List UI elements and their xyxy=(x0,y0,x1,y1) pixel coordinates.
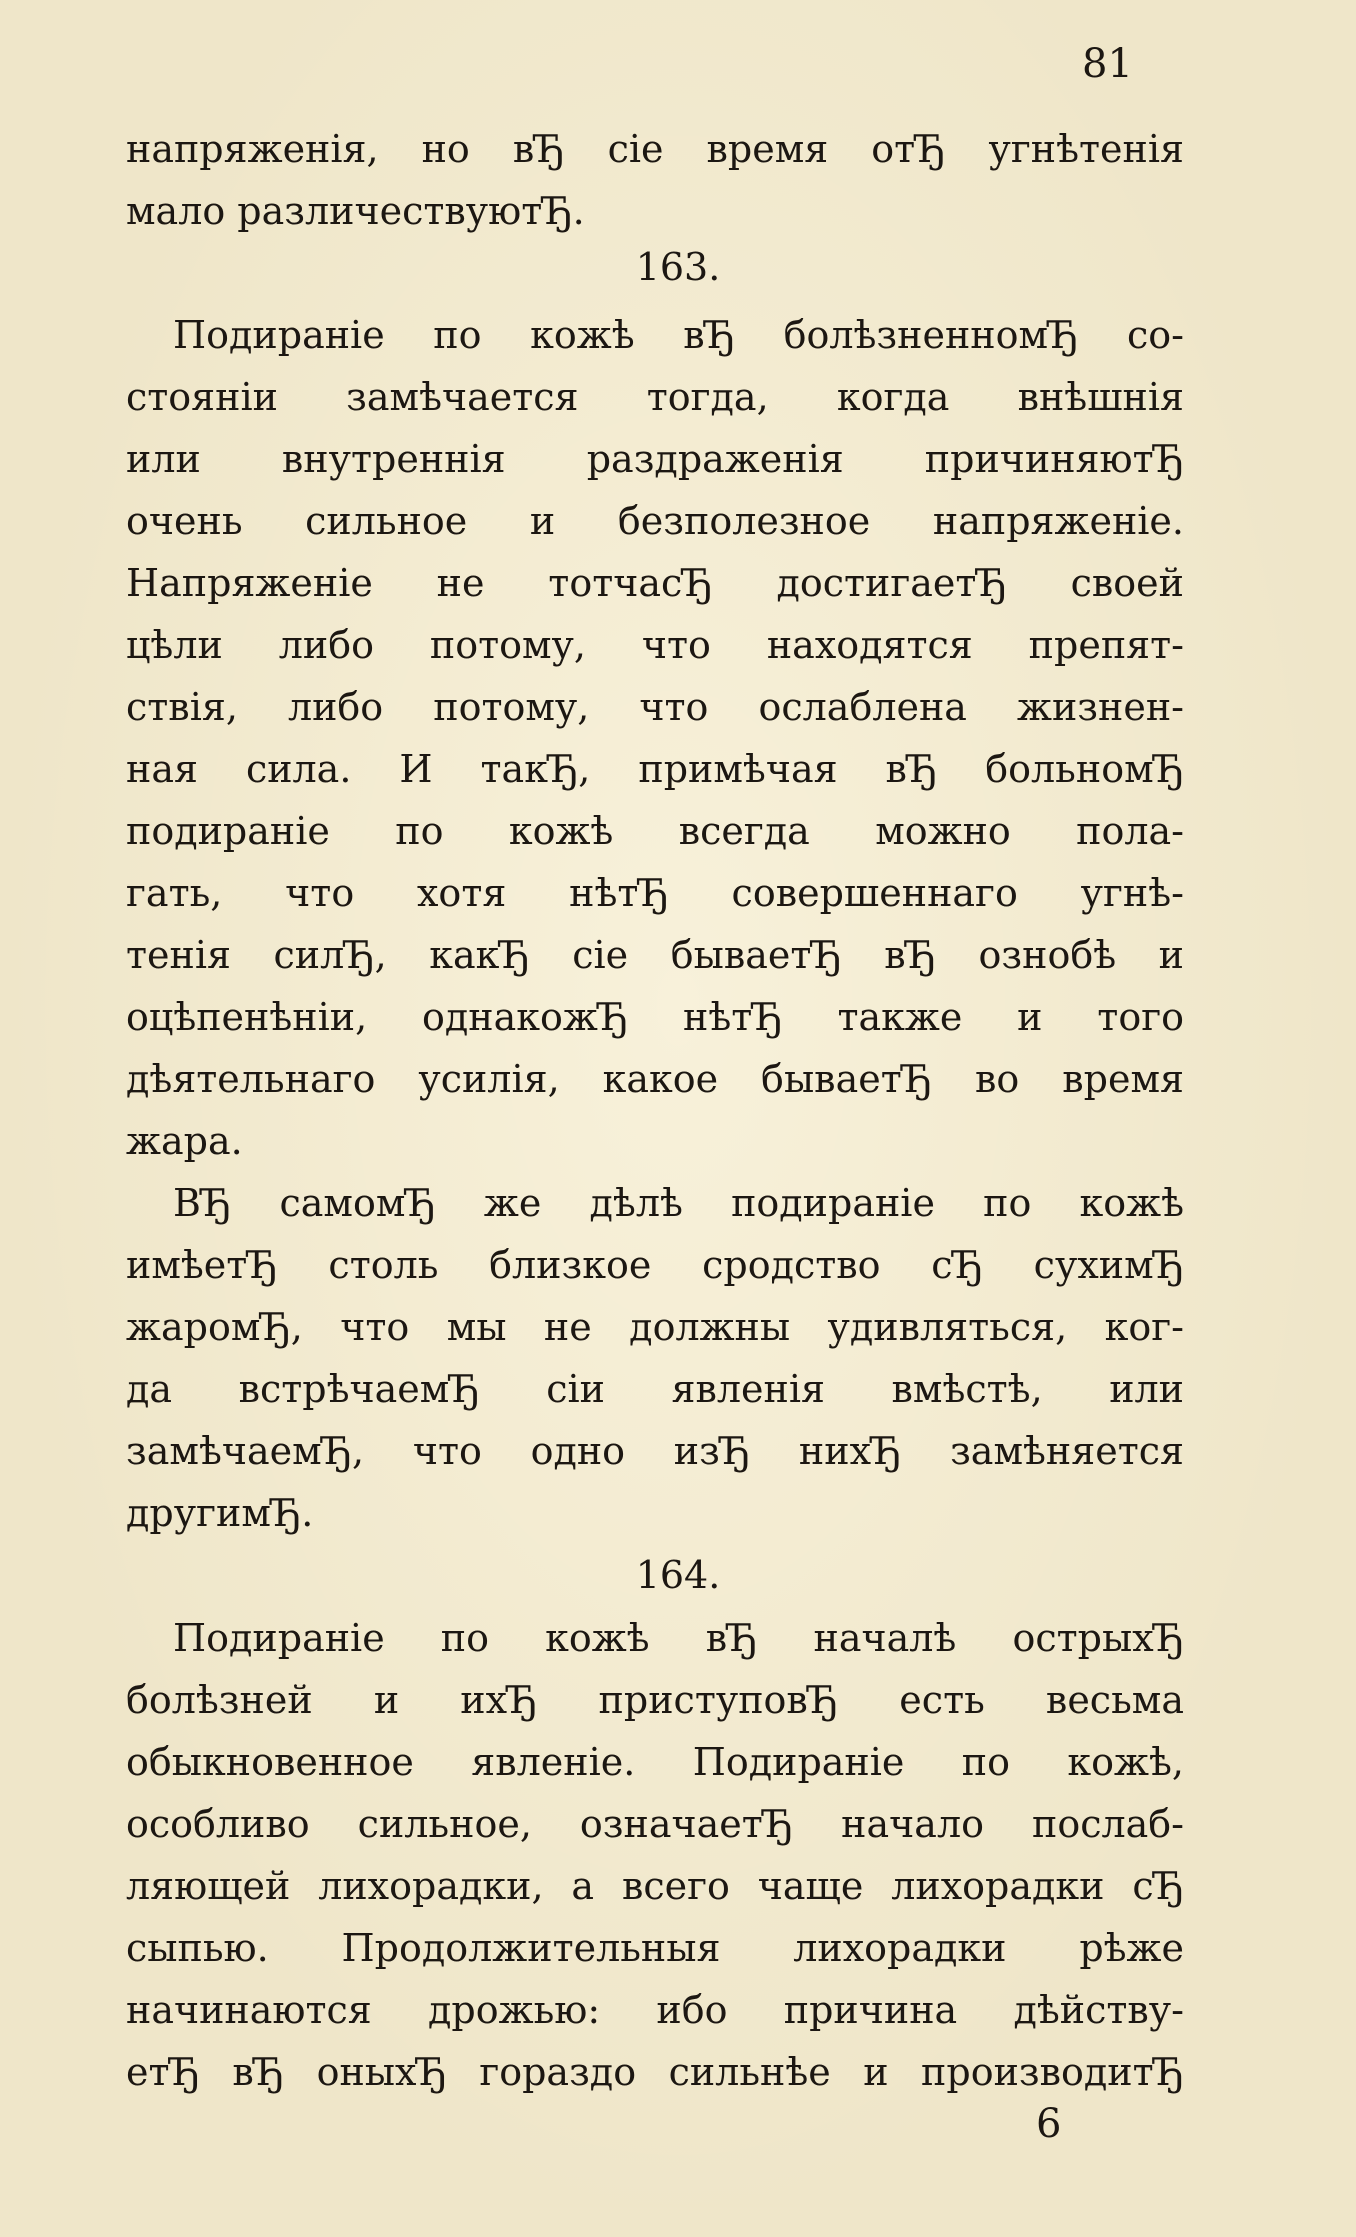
text-line: етЂ вЂ оныхЂ гораздо сильнѣе и производитЂ xyxy=(126,2050,1184,2094)
text-line: оцѣпенѣніи, однакожЂ нѣтЂ также и того xyxy=(126,995,1184,1039)
text-line: напряженія, но вЂ сіе время отЂ угнѣтенія xyxy=(126,127,1184,171)
text-line: да встрѣчаемЂ сіи явленія вмѣстѣ, или xyxy=(126,1367,1184,1411)
text-line: дѣятельнаго усилія, какое бываетЂ во время xyxy=(126,1057,1184,1101)
text-line: стояніи замѣчается тогда, когда внѣшнія xyxy=(126,375,1184,419)
section-number-163: 163. xyxy=(635,245,721,289)
text-line: цѣли либо потому, что находятся препят- xyxy=(126,623,1184,667)
text-line: жара. xyxy=(126,1119,243,1163)
text-line: другимЂ. xyxy=(126,1491,314,1535)
text-line: подираніе по кожѣ всегда можно пола- xyxy=(126,809,1184,853)
text-line: болѣзней и ихЂ приступовЂ есть весьма xyxy=(126,1678,1184,1722)
text-line: ная сила. И такЂ, примѣчая вЂ больномЂ xyxy=(126,747,1184,791)
text-line: имѣетЂ столь близкое сродство сЂ сухимЂ xyxy=(126,1243,1184,1287)
text-line: жаромЂ, что мы не должны удивляться, ког- xyxy=(126,1305,1184,1349)
text-line: ляющей лихорадки, а всего чаще лихорадки сЂ xyxy=(126,1864,1184,1908)
text-line: очень сильное и безполезное напряженіе. xyxy=(126,499,1184,543)
text-line: мало различествуютЂ. xyxy=(126,189,585,233)
text-line: ВЂ самомЂ же дѣлѣ подираніе по кожѣ xyxy=(173,1181,1184,1225)
section-number-164: 164. xyxy=(635,1553,721,1597)
text-line: обыкновенное явленіе. Подираніе по кожѣ, xyxy=(126,1740,1184,1784)
text-line: тенія силЂ, какЂ сіе бываетЂ вЂ ознобѣ и xyxy=(126,933,1184,977)
text-line: сыпью. Продолжительныя лихорадки рѣже xyxy=(126,1926,1184,1970)
text-line: замѣчаемЂ, что одно изЂ нихЂ замѣняется xyxy=(126,1429,1184,1473)
text-line: Напряженіе не тотчасЂ достигаетЂ своей xyxy=(126,561,1184,605)
section-164-paragraph-1 xyxy=(126,1607,1184,2103)
continuation-paragraph xyxy=(126,118,1184,242)
signature-mark: 6 xyxy=(1036,2101,1062,2147)
text-line: особливо сильное, означаетЂ начало послаб- xyxy=(126,1802,1184,1846)
text-line: начинаются дрожью: ибо причина дѣйству- xyxy=(126,1988,1184,2032)
text-line: Подираніе по кожѣ вЂ началѣ острыхЂ xyxy=(173,1616,1184,1660)
text-line: или внутреннія раздраженія причиняютЂ xyxy=(126,437,1184,481)
section-163-paragraph-2 xyxy=(126,1172,1184,1544)
text-line: ствія, либо потому, что ослаблена жизнен- xyxy=(126,685,1184,729)
text-line: Подираніе по кожѣ вЂ болѣзненномЂ со- xyxy=(173,313,1184,357)
section-163-paragraph-1 xyxy=(126,304,1184,1172)
page-number: 81 xyxy=(1082,41,1133,87)
text-line: гать, что хотя нѣтЂ совершеннаго угнѣ- xyxy=(126,871,1184,915)
